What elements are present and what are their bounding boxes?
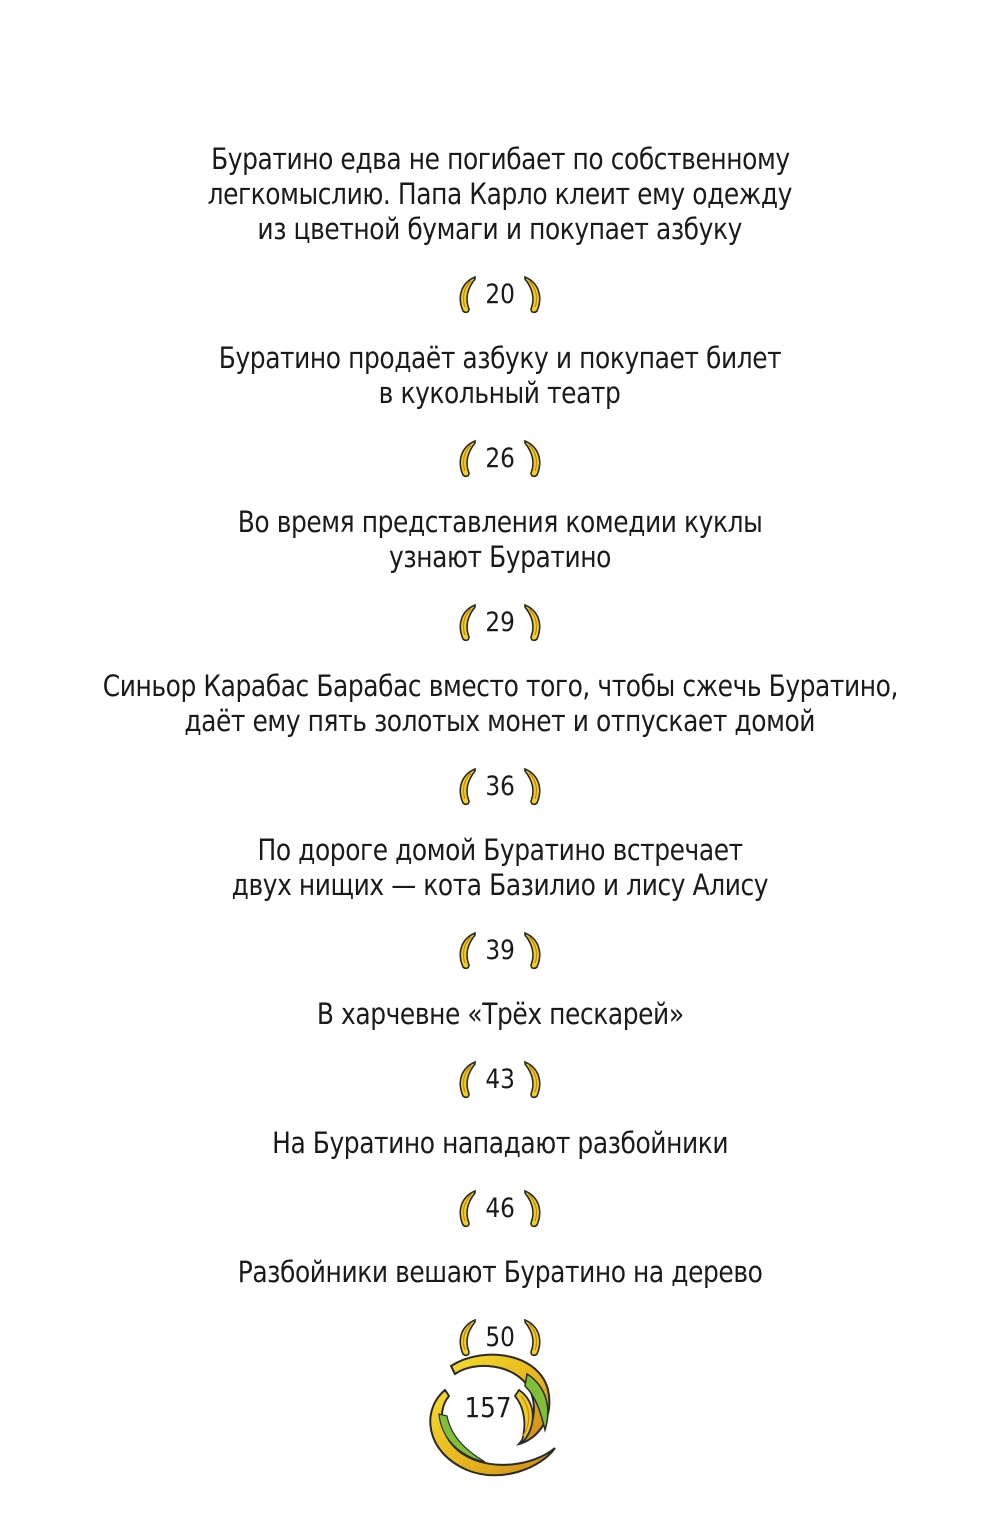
toc-entry-title-line: легкомыслию. Папа Карло клеит ему одежду <box>207 177 793 211</box>
right-leaf-bracket-icon <box>521 439 545 479</box>
toc-page-ref <box>455 437 545 481</box>
table-of-contents <box>0 142 1000 1384</box>
toc-page-number: 36 <box>485 771 515 802</box>
right-leaf-bracket-icon <box>521 767 545 807</box>
toc-entry <box>195 505 805 669</box>
toc-entry-title-line: Синьор Карабас Барабас вместо того, чтобы сжечь Буратино, <box>102 669 898 703</box>
toc-page-number: 46 <box>485 1193 515 1224</box>
left-leaf-bracket-icon <box>455 439 479 479</box>
toc-entry-title-line: В харчевне «Трёх пескарей» <box>316 997 684 1031</box>
toc-entry-title-line: Во время представления комедии куклы <box>237 505 763 539</box>
toc-page-number: 43 <box>485 1064 515 1095</box>
left-leaf-bracket-icon <box>455 1189 479 1229</box>
toc-entry-title-line: На Буратино нападают разбойники <box>271 1126 729 1160</box>
toc-entry-title-line: узнают Буратино <box>389 540 611 574</box>
toc-page-number: 20 <box>485 279 515 310</box>
toc-entry-title-line: даёт ему пять золотых монет и отпускает домой <box>184 704 816 738</box>
page-number-ornament <box>415 1344 561 1480</box>
right-leaf-bracket-icon <box>521 1189 545 1229</box>
toc-page-ref <box>455 1058 545 1102</box>
toc-page-ref <box>455 601 545 645</box>
toc-entry-title-line: По дороге домой Буратино встречает <box>257 833 743 867</box>
left-leaf-bracket-icon <box>455 767 479 807</box>
toc-entry-title-line: двух нищих — кота Базилио и лису Алису <box>231 868 769 902</box>
toc-entry-title-line: Разбойники вешают Буратино на дерево <box>237 1255 763 1289</box>
left-leaf-bracket-icon <box>455 275 479 315</box>
right-leaf-bracket-icon <box>521 1060 545 1100</box>
toc-page-ref <box>455 1187 545 1231</box>
toc-entry <box>173 341 827 505</box>
toc-page-number: 26 <box>485 443 515 474</box>
toc-entry <box>38 669 963 833</box>
toc-entry-title-line: в кукольный театр <box>379 376 621 410</box>
right-leaf-bracket-icon <box>521 603 545 643</box>
page-number: 157 <box>464 1391 512 1424</box>
right-leaf-bracket-icon <box>521 931 545 971</box>
toc-page-ref <box>455 273 545 317</box>
toc-entry <box>188 833 812 997</box>
left-leaf-bracket-icon <box>455 931 479 971</box>
toc-entry-title-line: Буратино продаёт азбуку и покупает билет <box>218 341 782 375</box>
toc-entry <box>287 997 714 1126</box>
left-leaf-bracket-icon <box>455 1060 479 1100</box>
toc-page-number: 39 <box>485 935 515 966</box>
toc-page-ref <box>455 929 545 973</box>
left-leaf-bracket-icon <box>455 603 479 643</box>
toc-entry <box>160 142 840 341</box>
toc-page-number: 29 <box>485 607 515 638</box>
toc-entry-title-line: из цветной бумаги и покупает азбуку <box>257 212 743 246</box>
right-leaf-bracket-icon <box>521 275 545 315</box>
toc-entry-title-line: Буратино едва не погибает по собственному <box>210 142 790 176</box>
toc-page-ref <box>455 765 545 809</box>
toc-page-number: 50 <box>485 1322 515 1353</box>
toc-entry <box>235 1126 765 1255</box>
